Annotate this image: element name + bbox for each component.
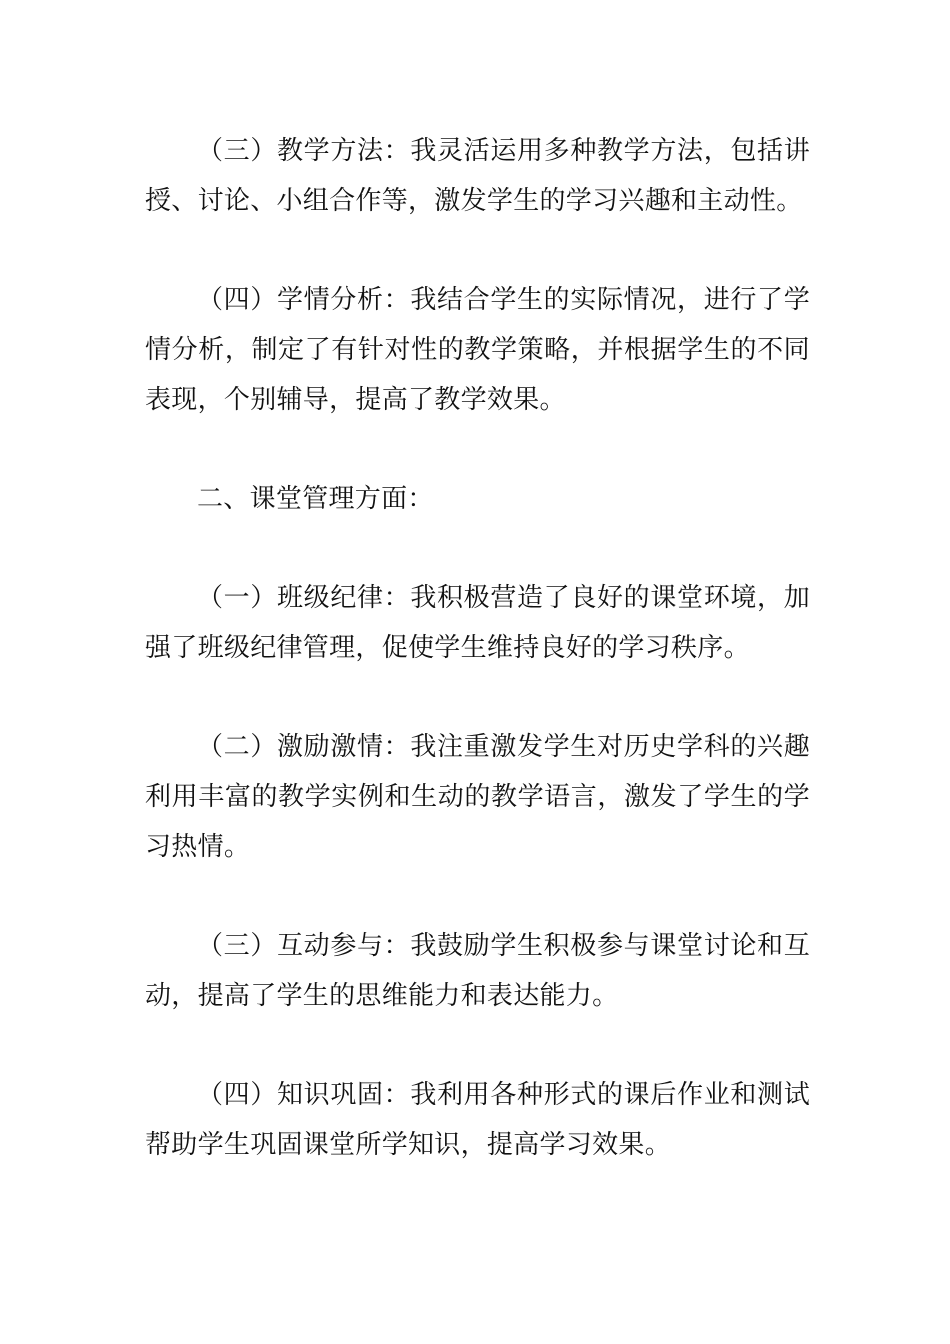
paragraph-teaching-methods: （三）教学方法：我灵活运用多种教学方法，包括讲授、讨论、小组合作等，激发学生的学习兴趣和主动性。 (145, 136, 810, 216)
paragraph-knowledge-consolidation: （四）知识巩固：我利用各种形式的课后作业和测试帮助学生巩固课堂所学知识，提高学习效果。 (145, 1080, 810, 1160)
section-heading-classroom-management: 二、课堂管理方面： (197, 484, 434, 514)
paragraph-interaction: （三）互动参与：我鼓励学生积极参与课堂讨论和互动，提高了学生的思维能力和表达能力。 (145, 931, 810, 1011)
paragraph-motivation: （二）激励激情：我注重激发学生对历史学科的兴趣利用丰富的教学实例和生动的教学语言，激发了学生的学习热情。 (145, 732, 810, 862)
document-body (145, 126, 810, 1219)
paragraph-learning-analysis: （四）学情分析：我结合学生的实际情况，进行了学情分析，制定了有针对性的教学策略，并根据学生的不同表现，个别辅导，提高了教学效果。 (145, 285, 810, 415)
paragraph-class-discipline: （一）班级纪律：我积极营造了良好的课堂环境，加强了班级纪律管理，促使学生维持良好的学习秩序。 (145, 583, 810, 663)
